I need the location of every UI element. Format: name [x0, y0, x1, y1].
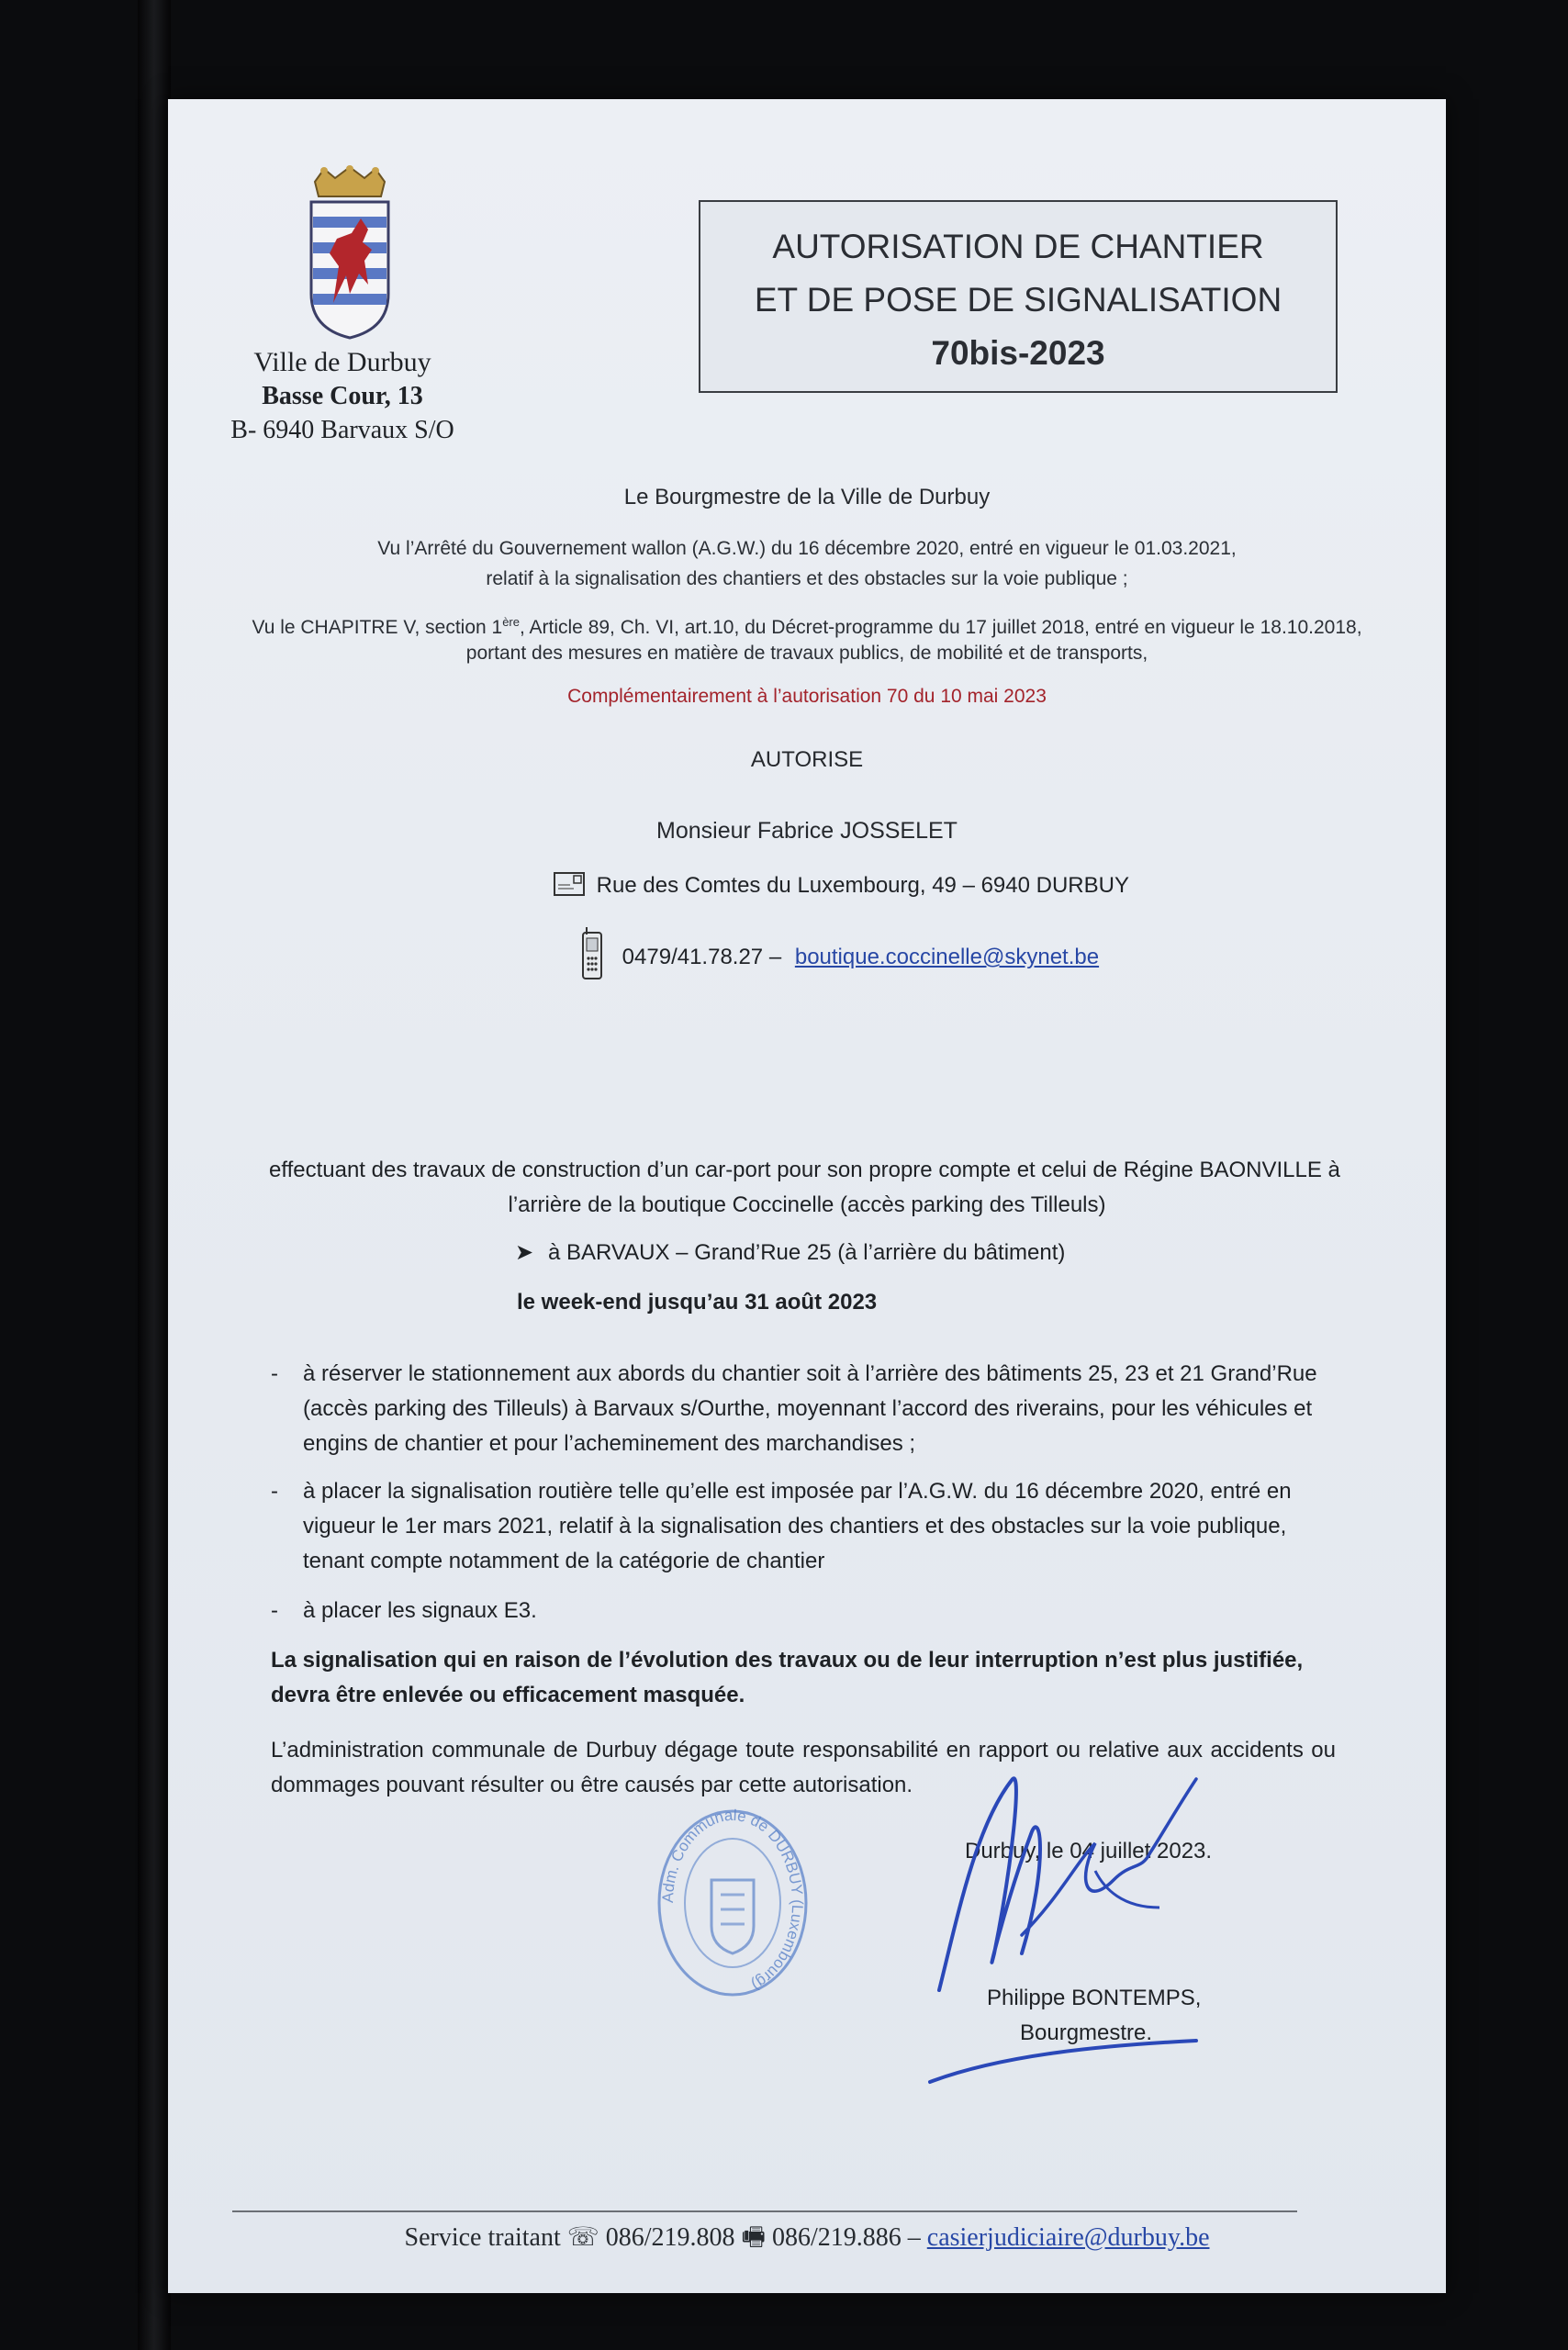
condition-text: à réserver le stationnement aux abords du chantier soit à l’arrière des bâtiments 25, 23 et 21 Grand’Rue (accès parking des Tilleuls) à Barvaux s/Ourthe, moyennant l’accord des riverains, pour les véhicules et engins de chantier et pour l’acheminement des marchandises ; — [303, 1361, 1317, 1456]
letter-icon — [554, 872, 585, 896]
vu-agw-line-2: relatif à la signalisation des chantiers et des obstacles sur la voie publique ; — [486, 568, 1128, 589]
bullet-dash: - — [271, 1361, 278, 1386]
title-box — [699, 200, 1338, 393]
title-line-2: ET DE POSE DE SIGNALISATION — [754, 281, 1282, 319]
bullet-dash: - — [271, 1479, 278, 1504]
vu-decret-superscript: ère — [502, 615, 520, 629]
condition-text: à placer les signaux E3. — [303, 1598, 537, 1623]
condition-item — [271, 1594, 1327, 1630]
signatory-name: Philippe BONTEMPS, — [987, 1986, 1202, 2010]
works-line-1: effectuant des travaux de construction d’un car-port pour son propre compte et celui de Régine BAONVILLE à — [269, 1158, 1340, 1182]
city-name: Ville de Durbuy — [253, 347, 431, 377]
beneficiary-name: Monsieur Fabrice JOSSELET — [656, 818, 958, 844]
complement-note: Complémentairement à l’autorisation 70 du 10 mai 2023 — [567, 686, 1047, 707]
signatory-role: Bourgmestre. — [1020, 2020, 1153, 2045]
authorisation-number: 70bis-2023 — [931, 334, 1105, 372]
vu-decret-part-b: , Article 89, Ch. VI, art.10, du Décret-programme du 17 juillet 2018, entré en vigueur le 18.10.2018, — [520, 617, 1362, 638]
beneficiary-phone: 0479/41.78.27 – — [622, 945, 782, 969]
liability-disclaimer: L’administration communale de Durbuy dégage toute responsabilité en rapport ou relative aux accidents ou dommages pouvant résulter ou être causés par cette autorisation. — [271, 1738, 1336, 1797]
condition-item — [271, 1474, 1327, 1584]
document-page — [168, 99, 1446, 2293]
contact-row — [579, 927, 1240, 980]
municipality-address — [205, 345, 480, 447]
works-location — [515, 1236, 1249, 1270]
condition-item — [271, 1357, 1327, 1467]
footer-divider — [232, 2210, 1297, 2212]
beneficiary-email-link[interactable]: boutique.coccinelle@skynet.be — [794, 945, 1100, 969]
footer-service: Service traitant ☏ 086/219.808 🖷 086/219.886 – — [404, 2223, 921, 2252]
works-line-2: l’arrière de la boutique Coccinelle (accès parking des Tilleuls) — [508, 1192, 1106, 1217]
address-row — [554, 872, 1196, 899]
location-text: à BARVAUX – Grand’Rue 25 (à l’arrière du bâtiment) — [548, 1240, 1066, 1265]
removal-notice: La signalisation qui en raison de l’évolution des travaux ou de leur interruption n’est plus justifiée, devra être enlevée ou efficacement masquée. — [271, 1648, 1304, 1707]
city-postal: B- 6940 Barvaux S/O — [230, 416, 454, 444]
issuer: Le Bourgmestre de la Ville de Durbuy — [623, 485, 991, 509]
display-frame-edge — [138, 0, 171, 2350]
coat-of-arms-icon — [304, 165, 396, 340]
works-period: le week-end jusqu’au 31 août 2023 — [517, 1290, 878, 1315]
beneficiary-address: Rue des Comtes du Luxembourg, 49 – 6940 DURBUY — [596, 873, 1129, 898]
handwritten-signature — [921, 1678, 1215, 2100]
municipal-seal — [655, 1807, 811, 1999]
title-line-1: AUTORISATION DE CHANTIER — [772, 228, 1264, 265]
footer-email-link[interactable]: casierjudiciaire@durbuy.be — [926, 2223, 1210, 2252]
vu-agw-line-1: Vu l’Arrêté du Gouvernement wallon (A.G.W.) du 16 décembre 2020, entré en vigueur le 01.03.2021, — [377, 538, 1237, 559]
authorise-verb: AUTORISE — [750, 747, 864, 772]
city-street: Basse Cour, 13 — [262, 382, 423, 410]
condition-text: à placer la signalisation routière telle qu’elle est imposée par l’A.G.W. du 16 décembre 2020, entré en vigueur le 1er mars 2021, relatif à la signalisation des chantiers et des obstacles sur la voie publique, tenant compte notamment de la catégorie de chantier — [303, 1479, 1292, 1573]
vu-decret-line-2: portant des mesures en matière de travaux publics, de mobilité et de transports, — [465, 643, 1148, 664]
arrow-bullet-icon: ➤ — [515, 1240, 534, 1265]
svg-text:Adm. Communale de DURBUY (Luxe: Adm. Communale de DURBUY (Luxembourg) — [658, 1807, 807, 1995]
signature-date: Durbuy, le 04 juillet 2023. — [965, 1839, 1213, 1863]
footer — [168, 2218, 1446, 2262]
mobile-phone-icon — [579, 927, 605, 980]
bullet-dash: - — [271, 1598, 278, 1623]
vu-decret-part-a: Vu le CHAPITRE V, section 1 — [252, 617, 503, 638]
